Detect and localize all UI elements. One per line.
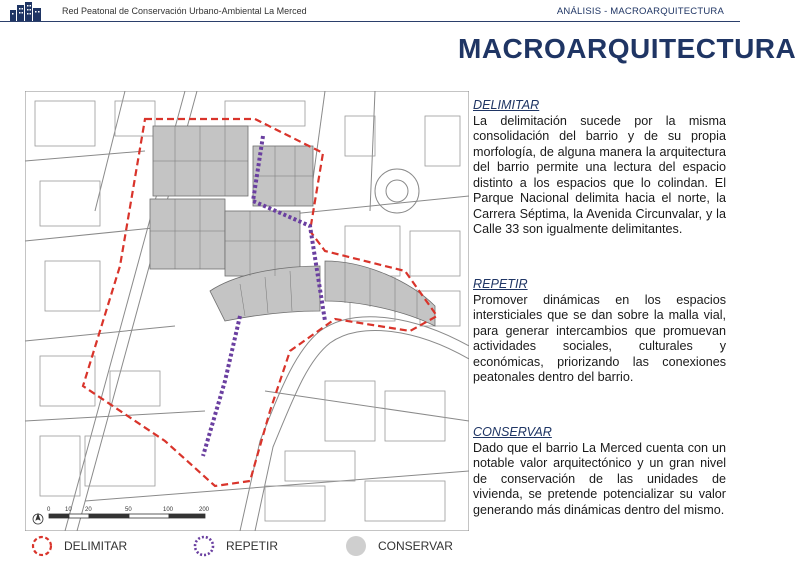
city-skyline-logo-icon — [10, 2, 42, 21]
gray-filled-circle-icon — [344, 534, 368, 558]
section-repetir — [473, 277, 726, 386]
section-body: Dado que el barrio La Merced cuenta con un notable valor arquitectónico y un gran nivel de conservación de las unidades de vivienda, se pretende potencializar su valor generando más dinámicas dentro del mismo. — [473, 440, 726, 517]
section-heading: CONSERVAR — [473, 425, 552, 439]
scale-label: 20 — [85, 507, 92, 513]
section-conservar — [473, 425, 726, 518]
section-label: ANÁLISIS - MACROARQUITECTURA — [556, 6, 724, 17]
scale-label: 50 — [125, 507, 132, 513]
section-heading: REPETIR — [473, 277, 528, 291]
page-header — [0, 0, 800, 24]
legend-label: REPETIR — [226, 539, 279, 553]
legend-label: CONSERVAR — [378, 539, 453, 553]
section-body: Promover dinámicas en los espacios intersticiales que se dan sobre la malla vial, para generar intercambios que promuevan actividades sociales, culturales y económicas, priorizando las conexiones peatonales dentro del barrio. — [473, 292, 726, 384]
legend-item-repetir — [192, 534, 278, 558]
header-divider — [0, 21, 740, 22]
project-title: Red Peatonal de Conservación Urbano-Ambiental La Merced — [62, 6, 307, 16]
scale-label: 200 — [199, 507, 210, 513]
scale-label: 0 — [47, 507, 51, 513]
section-body: La delimitación sucede por la misma consolidación del barrio y de su propia morfología, de alguna manera la arquitectura del barrio permite una lectura del espacio distinto a los espacios que lo colindan. El Parque Nacional delimita hacia el norte, la Carrera Séptima, la Avenida Circunvalar, y la Calle 33 son igualmente delimitantes. — [473, 113, 726, 236]
scale-label: 10 — [65, 507, 72, 513]
scale-label: 100 — [163, 507, 174, 513]
map-legend — [0, 534, 480, 560]
legend-label: DELIMITAR — [64, 539, 128, 553]
purple-dotted-circle-icon — [192, 534, 216, 558]
red-dashed-circle-icon — [30, 534, 54, 558]
legend-item-delimitar — [30, 534, 127, 558]
section-delimitar — [473, 98, 726, 238]
section-heading: DELIMITAR — [473, 98, 540, 112]
urban-map — [25, 91, 469, 531]
page-title: MACROARQUITECTURA — [458, 33, 797, 64]
legend-item-conservar — [344, 534, 453, 558]
